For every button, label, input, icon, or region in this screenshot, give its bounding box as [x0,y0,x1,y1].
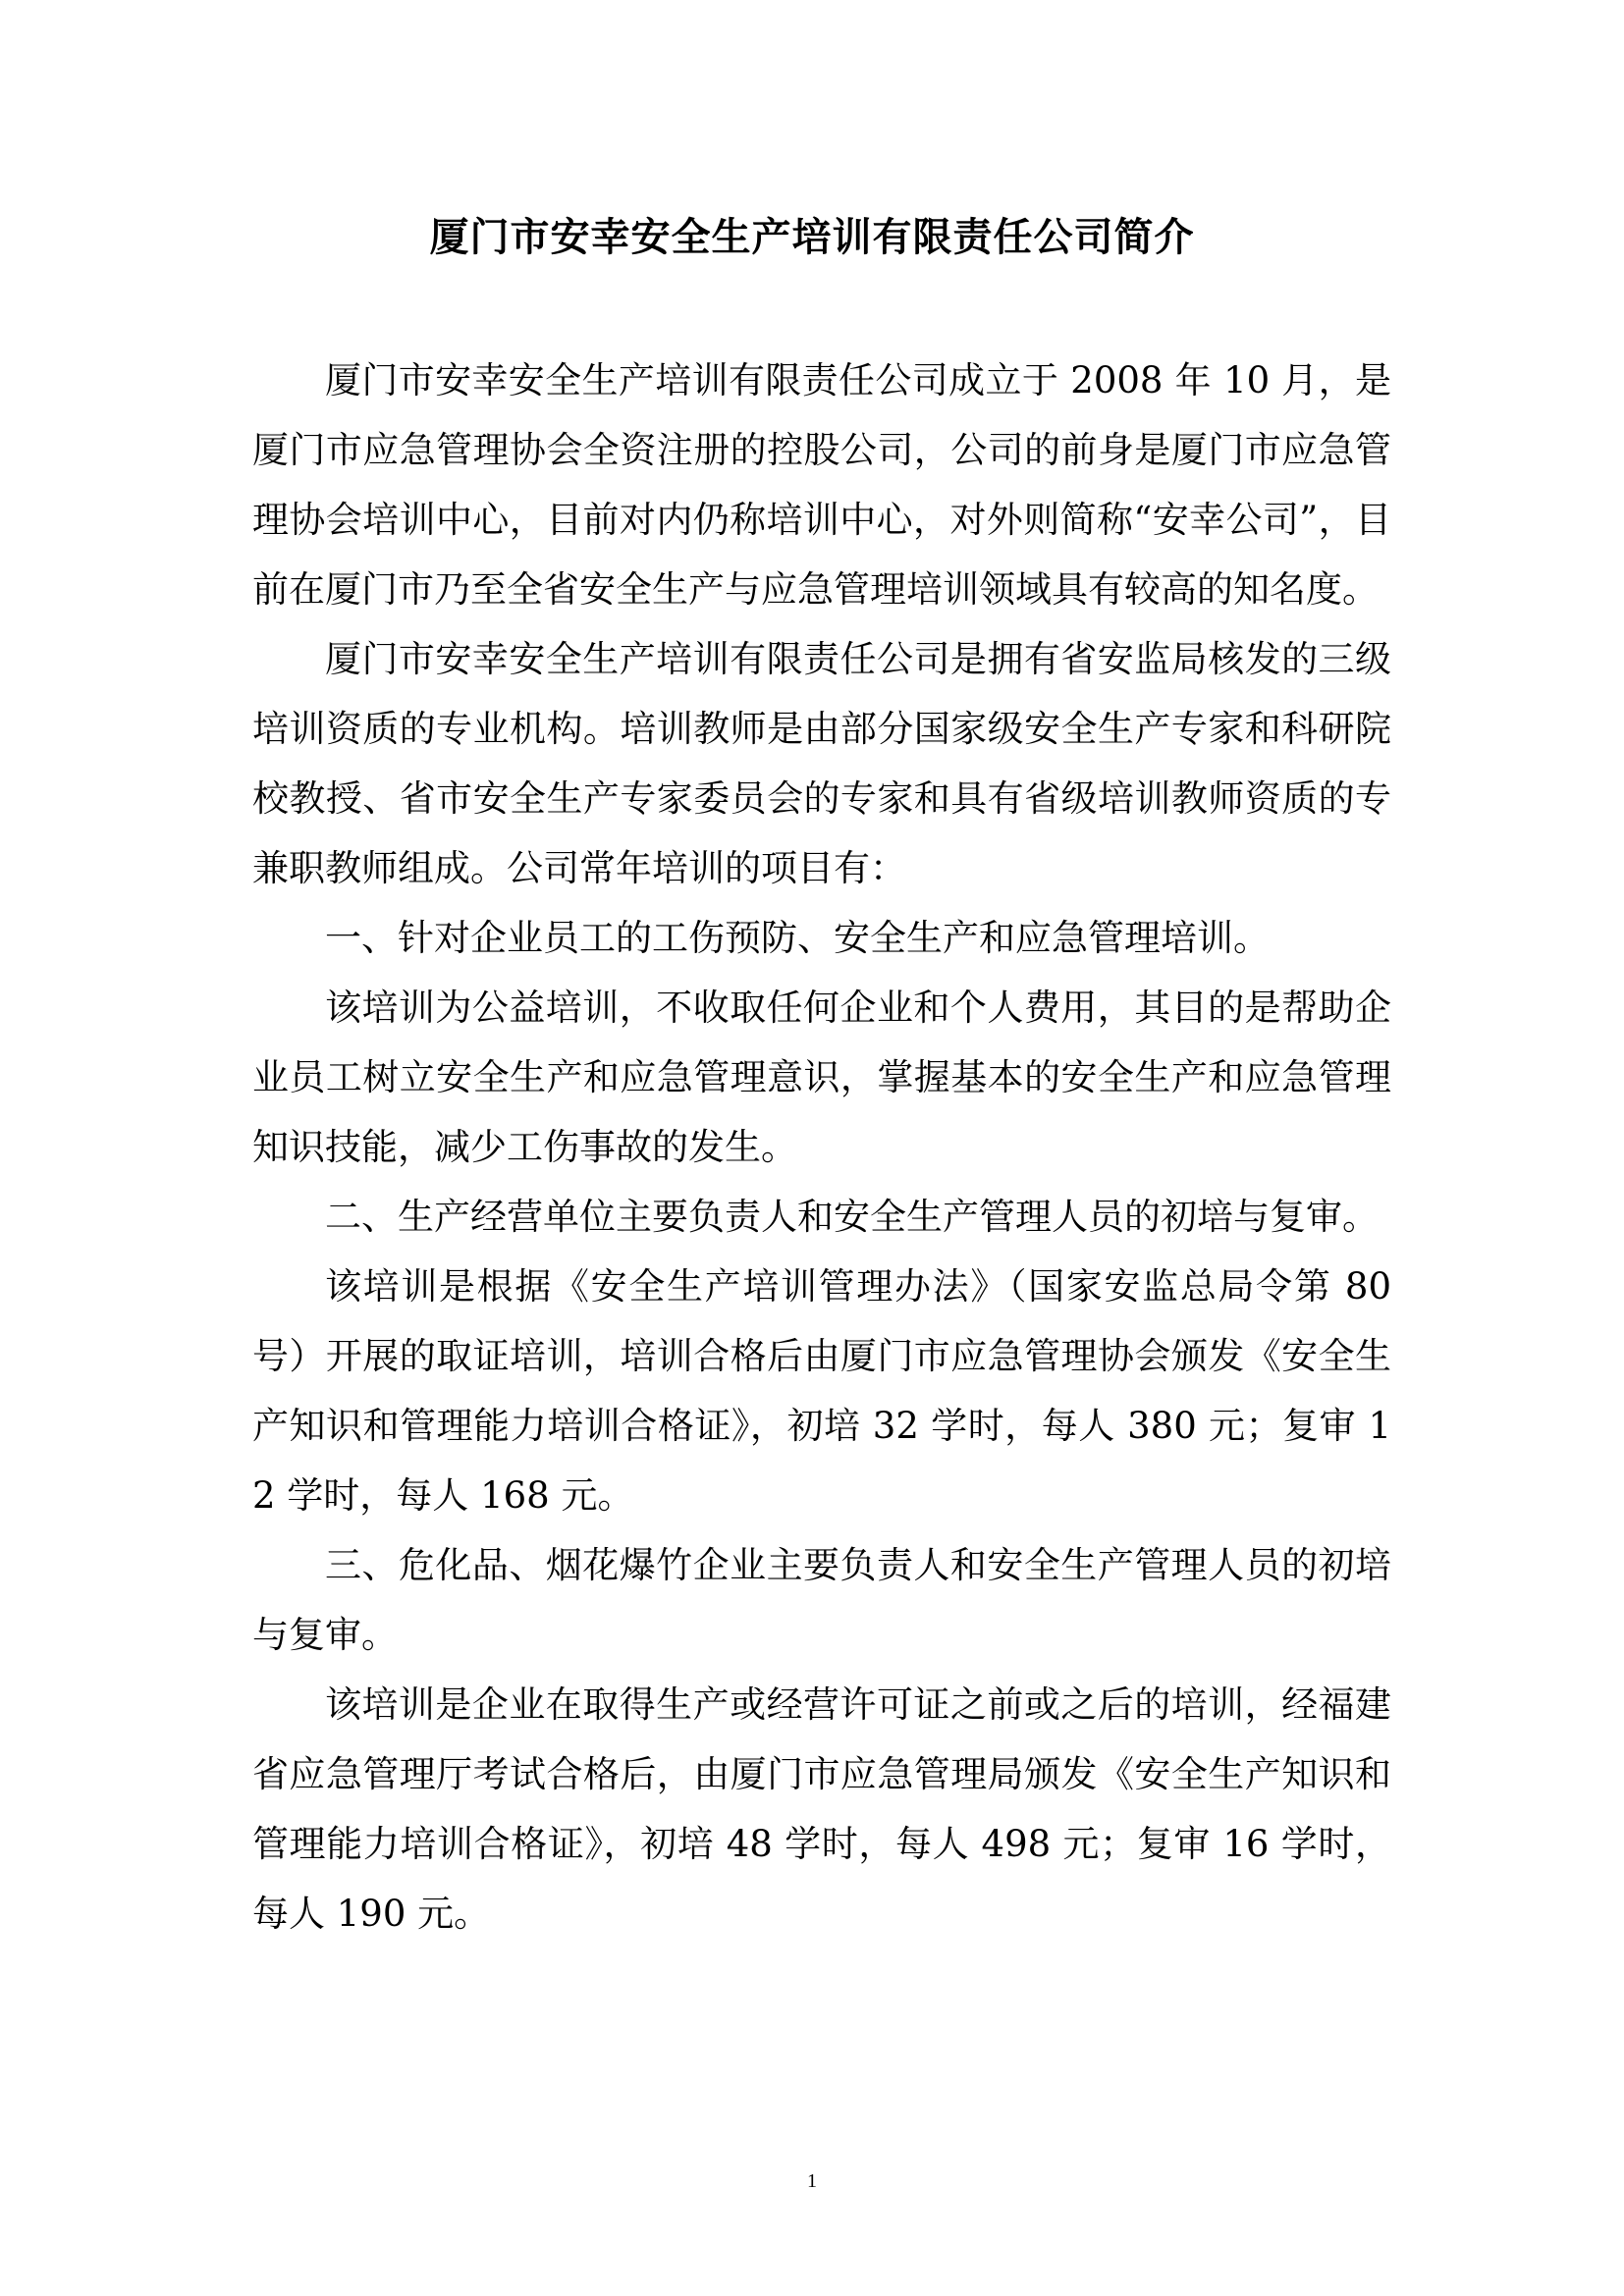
paragraph-item-three-heading: 三、危化品、烟花爆竹企业主要负责人和安全生产管理人员的初培与复审。 [252,1544,1391,1656]
paragraph-item-three-detail: 该培训是企业在取得生产或经营许可证之前或之后的培训，经福建省应急管理厅考试合格后，由厦门市应急管理局颁发《安全生产知识和管理能力培训合格证》，初培 48 学时，每人 498 元；复审 16 学时，每人 190 元。 [252,1683,1391,1935]
paragraph-item-one-heading: 一、针对企业员工的工伤预防、安全生产和应急管理培训。 [325,917,1270,959]
paragraph-item-one-detail: 该培训为公益培训，不收取任何企业和个人费用，其目的是帮助企业员工树立安全生产和应急管理意识，掌握基本的安全生产和应急管理知识技能，减少工伤事故的发生。 [252,987,1391,1168]
document-body [252,346,1391,1949]
paragraph-qualifications: 厦门市安幸安全生产培训有限责任公司是拥有省安监局核发的三级培训资质的专业机构。培训教师是由部分国家级安全生产专家和科研院校教授、省市安全生产专家委员会的专家和具有省级培训教师资质的专兼职教师组成。公司常年培训的项目有： [252,638,1391,889]
paragraph-item-two-detail: 该培训是根据《安全生产培训管理办法》（国家安监总局令第 80 号）开展的取证培训，培训合格后由厦门市应急管理协会颁发《安全生产知识和管理能力培训合格证》，初培 32 学时，每人 380 元；复审 12 学时，每人 168 元。 [252,1265,1391,1517]
page-number: 1 [807,2170,817,2192]
paragraph-item-two-heading: 二、生产经营单位主要负责人和安全生产管理人员的初培与复审。 [325,1196,1379,1238]
page-title: 厦门市安幸安全生产培训有限责任公司简介 [429,215,1195,260]
paragraph-company-founding: 厦门市安幸安全生产培训有限责任公司成立于 2008 年 10 月，是厦门市应急管理协会全资注册的控股公司，公司的前身是厦门市应急管理协会培训中心，目前对内仍称培训中心，对外则简称“安幸公司”，目前在厦门市乃至全省安全生产与应急管理培训领域具有较高的知名度。 [252,359,1391,611]
